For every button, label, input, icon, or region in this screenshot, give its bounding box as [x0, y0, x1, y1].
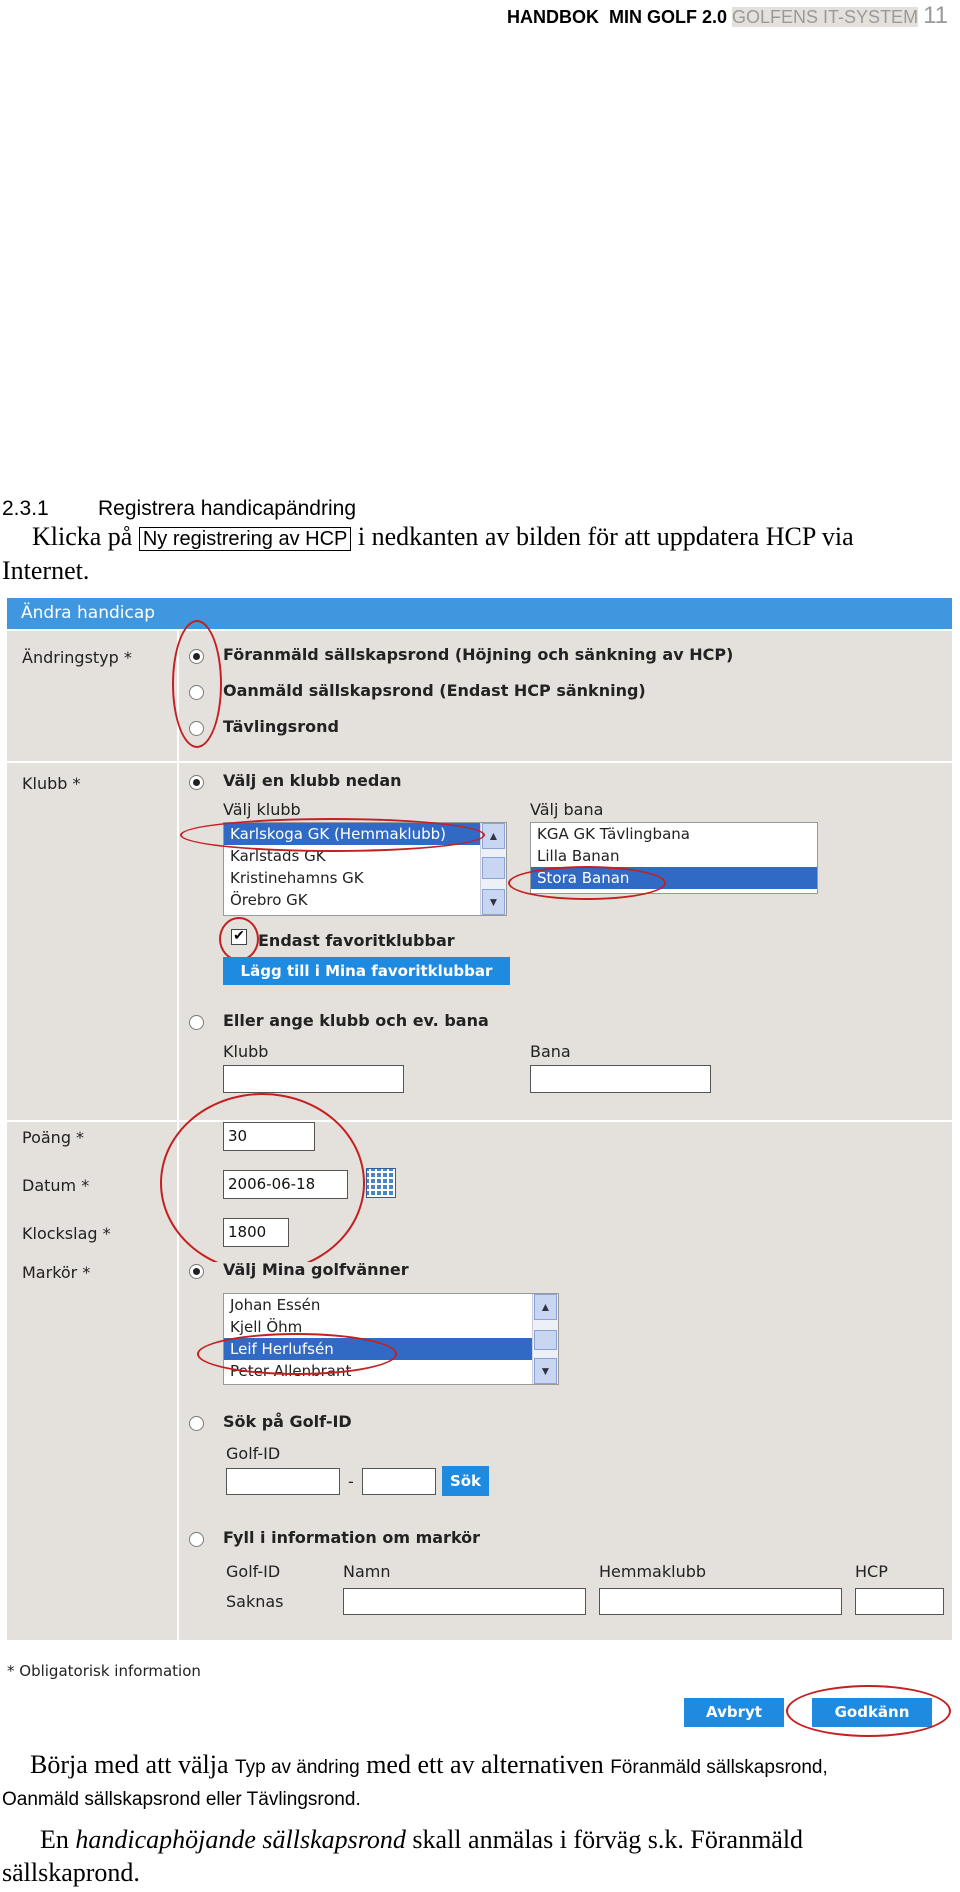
club-label-cell	[7, 763, 177, 1120]
golf-id-dash: -	[348, 1472, 354, 1491]
para2-option: Föranmäld sällskapsrond,	[610, 1757, 828, 1778]
intro-line2: Internet.	[2, 556, 90, 585]
scroll-down-icon[interactable]: ▼	[482, 889, 505, 915]
marker-friends-radio[interactable]	[189, 1264, 204, 1279]
change-type-label: Ändringstyp *	[22, 648, 132, 667]
friend-option[interactable]: Kjell Öhm	[230, 1318, 303, 1336]
marker-hcp-input[interactable]	[855, 1588, 944, 1615]
col-hcp: HCP	[855, 1562, 888, 1581]
course-option[interactable]: Stora Banan	[531, 867, 817, 889]
friends-scrollbar[interactable]	[532, 1294, 558, 1384]
marker-fill-radio[interactable]	[189, 1532, 204, 1547]
points-input[interactable]: 30	[223, 1122, 315, 1151]
paragraph-2-line2: Oanmäld sällskapsrond eller Tävlingsrond.	[2, 1789, 361, 1810]
course-option[interactable]: Lilla Banan	[537, 847, 620, 865]
date-input[interactable]: 2006-06-18	[223, 1170, 348, 1199]
golf-id-input-2[interactable]	[362, 1468, 436, 1495]
other-club-input[interactable]	[223, 1065, 404, 1093]
annotation-circle	[786, 1685, 951, 1737]
section-heading	[2, 497, 356, 521]
required-note: * Obligatorisk information	[7, 1662, 201, 1680]
points-label: Poäng *	[22, 1128, 85, 1147]
cancel-button[interactable]: Avbryt	[684, 1698, 784, 1727]
para3-italic: handicaphöjande sällskapsrond	[75, 1825, 406, 1854]
col-name: Namn	[343, 1562, 391, 1581]
friend-option[interactable]: Leif Herlufsén	[224, 1338, 558, 1360]
search-button[interactable]: Sök	[442, 1466, 489, 1496]
para2-text: Börja med att välja	[30, 1750, 229, 1779]
new-registration-button-ref: Ny registrering av HCP	[139, 527, 352, 551]
approve-button[interactable]: Godkänn	[812, 1698, 932, 1727]
marker-search-option: Sök på Golf-ID	[223, 1412, 352, 1431]
club-other-radio[interactable]	[189, 1015, 204, 1030]
paragraph-3-line2: sällskaprond.	[2, 1858, 140, 1887]
other-club-label: Klubb	[223, 1042, 269, 1061]
club-other-option: Eller ange klubb och ev. bana	[223, 1011, 489, 1030]
section-title: Registrera handicapändring	[98, 497, 356, 520]
paragraph-2	[30, 1750, 828, 1780]
annotation-circle	[508, 866, 666, 900]
marker-name-input[interactable]	[343, 1588, 586, 1615]
page-number: 11	[923, 2, 948, 29]
annotation-circle	[160, 1093, 365, 1273]
club-option[interactable]: Karlstads GK	[230, 847, 326, 865]
time-label: Klockslag *	[22, 1224, 111, 1243]
annotation-circle	[197, 1333, 397, 1375]
club-option[interactable]: Örebro GK	[230, 891, 308, 909]
scroll-thumb[interactable]	[534, 1330, 557, 1350]
section-number: 2.3.1	[2, 497, 49, 520]
scroll-down-icon[interactable]: ▼	[534, 1358, 557, 1384]
para2-text-mid: med ett av alternativen	[366, 1750, 604, 1779]
col-home-club: Hemmaklubb	[599, 1562, 707, 1581]
scroll-up-icon[interactable]: ▲	[482, 823, 505, 849]
change-type-option-2: Oanmäld sällskapsrond (Endast HCP sänkning)	[223, 681, 646, 700]
scroll-up-icon[interactable]: ▲	[534, 1294, 557, 1320]
other-course-label: Bana	[530, 1042, 571, 1061]
form-title: Ändra handicap	[7, 598, 952, 629]
para3-text: En	[40, 1825, 69, 1854]
intro-text-after: i nedkanten av bilden för att uppdatera HCP via	[357, 522, 854, 551]
change-type-option-3: Tävlingsrond	[223, 717, 339, 736]
golf-id-input-1[interactable]	[226, 1468, 340, 1495]
paragraph-3	[40, 1825, 803, 1855]
golf-id-label: Golf-ID	[226, 1444, 281, 1463]
marker-fill-option: Fyll i information om markör	[223, 1528, 481, 1547]
col-golf-id: Golf-ID	[226, 1562, 281, 1581]
product-label: MIN GOLF 2.0	[609, 7, 728, 27]
change-type-option-1: Föranmäld sällskapsrond (Höjning och sänkning av HCP)	[223, 645, 734, 664]
time-input[interactable]: 1800	[223, 1218, 289, 1247]
add-favorites-button[interactable]: Lägg till i Mina favoritklubbar	[223, 957, 510, 985]
club-option[interactable]: Kristinehamns GK	[230, 869, 364, 887]
course-option[interactable]: KGA GK Tävlingbana	[537, 825, 690, 843]
club-choose-option: Välj en klubb nedan	[223, 771, 402, 790]
club-list-label: Välj klubb	[223, 800, 301, 819]
scroll-thumb[interactable]	[482, 857, 505, 879]
annotation-circle	[172, 620, 222, 748]
intro-paragraph	[32, 522, 854, 552]
missing-value: Saknas	[226, 1592, 284, 1611]
date-label: Datum *	[22, 1176, 90, 1195]
annotation-circle	[219, 917, 259, 961]
marker-label-cell	[7, 1262, 177, 1640]
other-course-input[interactable]	[530, 1065, 711, 1093]
intro-text: Klicka på	[32, 522, 133, 551]
page-header	[507, 2, 948, 30]
club-option[interactable]: Karlskoga GK (Hemmaklubb)	[224, 823, 506, 845]
favorites-label: Endast favoritklubbar	[258, 931, 455, 950]
handbook-label: HANDBOK	[506, 7, 599, 27]
para2-field: Typ av ändring	[235, 1757, 360, 1778]
marker-friends-option: Välj Mina golfvänner	[223, 1260, 409, 1279]
marker-label: Markör *	[22, 1263, 91, 1282]
club-label: Klubb *	[22, 774, 81, 793]
para3-text-rest: skall anmälas i förväg s.k. Föranmäld	[412, 1825, 804, 1854]
friend-option[interactable]: Peter Allenbrant	[230, 1362, 352, 1380]
course-list-label: Välj bana	[530, 800, 604, 819]
marker-home-club-input[interactable]	[599, 1588, 842, 1615]
favorites-checkbox[interactable]: ✔	[231, 929, 247, 945]
header-subtitle: GOLFENS IT-SYSTEM	[732, 7, 919, 27]
calendar-icon[interactable]	[366, 1168, 396, 1198]
club-choose-radio[interactable]	[189, 775, 204, 790]
friend-option[interactable]: Johan Essén	[230, 1296, 321, 1314]
annotation-circle	[180, 818, 485, 852]
marker-search-radio[interactable]	[189, 1416, 204, 1431]
